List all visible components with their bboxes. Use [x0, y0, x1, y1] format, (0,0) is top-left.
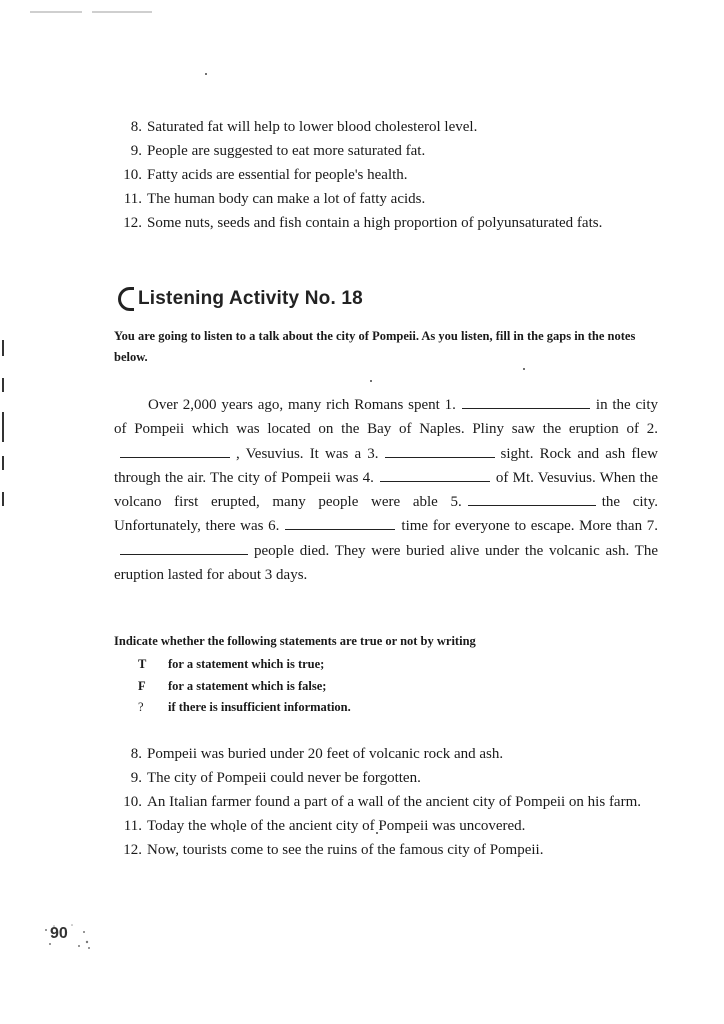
gap-1-blank[interactable] — [462, 394, 590, 409]
gap-3-blank[interactable] — [385, 443, 495, 458]
list-item — [108, 766, 657, 790]
activity-instructions: You are going to listen to a talk about the city of Pompeii. As you listen, fill in the gaps in the notes below. — [114, 329, 636, 364]
notes-text: , Vesuvius. It was a 3. — [236, 445, 379, 462]
item-number: 9. — [130, 770, 142, 786]
item-text: Saturated fat will help to lower blood cholesterol level. — [147, 119, 478, 135]
item-number: 10. — [123, 167, 142, 183]
notes-text: the city. Unfortunately, there was 6. — [114, 494, 658, 535]
item-number: 12. — [123, 215, 142, 231]
list-item — [108, 742, 657, 766]
gap-4-blank[interactable] — [380, 467, 490, 482]
list-item — [108, 139, 602, 163]
scan-speck — [205, 73, 207, 75]
item-text: The human body can make a lot of fatty acids. — [147, 191, 426, 207]
list-item — [108, 838, 657, 862]
notes-text: Over 2,000 years ago, many rich Romans spent 1. — [148, 397, 456, 413]
gap-5-blank[interactable] — [468, 491, 596, 506]
statements-list-bottom — [108, 742, 657, 862]
notes-text: time for everyone to escape. More than 7. — [401, 518, 658, 535]
answer-key-legend — [138, 654, 351, 719]
item-number: 8. — [130, 746, 142, 762]
item-text: The city of Pompeii could never be forgotten. — [147, 770, 421, 786]
legend-item — [138, 676, 351, 698]
binding-mark — [2, 456, 4, 470]
item-number: 11. — [123, 191, 142, 207]
legend-meaning: if there is insufficient information. — [168, 700, 351, 714]
statements-list-top — [108, 115, 602, 235]
item-text: An Italian farmer found a part of a wall of the ancient city of Pompeii on his farm. — [147, 794, 642, 810]
list-item — [108, 211, 602, 235]
binding-mark — [2, 492, 4, 506]
list-item — [108, 115, 602, 139]
legend-symbol: ? — [138, 700, 144, 714]
item-text: Today the whole of the ancient city of Pompeii was uncovered. — [147, 818, 526, 834]
notes-text: in the city of Pompeii which was located on the Bay of Naples. Pliny saw the eruption of 2. — [114, 397, 658, 438]
scan-speck — [523, 368, 525, 370]
legend-symbol: F — [138, 678, 146, 693]
scan-speck — [370, 380, 372, 382]
indicate-instruction: Indicate whether the following statements are true or not by writing — [114, 634, 476, 648]
legend-item — [138, 697, 351, 719]
top-scan-marks — [30, 0, 170, 3]
item-text: Fatty acids are essential for people's health. — [147, 167, 408, 183]
item-number: 12. — [123, 842, 142, 858]
list-item — [108, 790, 657, 814]
gap-6-blank[interactable] — [285, 515, 395, 530]
pompeii-notes-paragraph — [114, 393, 658, 587]
item-text: Pompeii was buried under 20 feet of volcanic rock and ash. — [147, 746, 504, 762]
binding-mark — [2, 378, 4, 392]
list-item — [108, 187, 602, 211]
legend-meaning: for a statement which is false; — [168, 678, 327, 693]
notes-text: people died. They were buried alive under the volcanic ash. The eruption lasted for about 3 days. — [114, 542, 658, 584]
heading-bracket-decoration — [118, 287, 134, 311]
gap-2-blank[interactable] — [120, 443, 230, 458]
item-number: 9. — [130, 143, 142, 159]
item-text: Some nuts, seeds and fish contain a high proportion of polyunsaturated fats. — [147, 215, 603, 231]
activity-title: Listening Activity No. 18 — [138, 288, 363, 309]
binding-mark — [2, 340, 4, 356]
item-text: People are suggested to eat more saturated fat. — [147, 143, 426, 159]
activity-heading — [118, 284, 363, 314]
item-text: Now, tourists come to see the ruins of the famous city of Pompeii. — [147, 842, 544, 858]
page-number: 90 — [50, 925, 68, 942]
gap-7-blank[interactable] — [120, 540, 248, 555]
legend-meaning: for a statement which is true; — [168, 657, 325, 671]
legend-symbol: T — [138, 657, 147, 671]
notes-text: of Mt. Vesuvius. When the volcano first erupted, many people were able 5. — [114, 469, 658, 511]
legend-item — [138, 654, 351, 676]
item-number: 11. — [123, 818, 142, 834]
notes-text: sight. Rock and ash flew through the air. The city of Pompeii was 4. — [114, 445, 659, 486]
list-item — [108, 814, 657, 838]
list-item — [108, 163, 602, 187]
binding-mark — [2, 412, 4, 442]
item-number: 10. — [123, 794, 142, 810]
item-number: 8. — [130, 119, 142, 135]
